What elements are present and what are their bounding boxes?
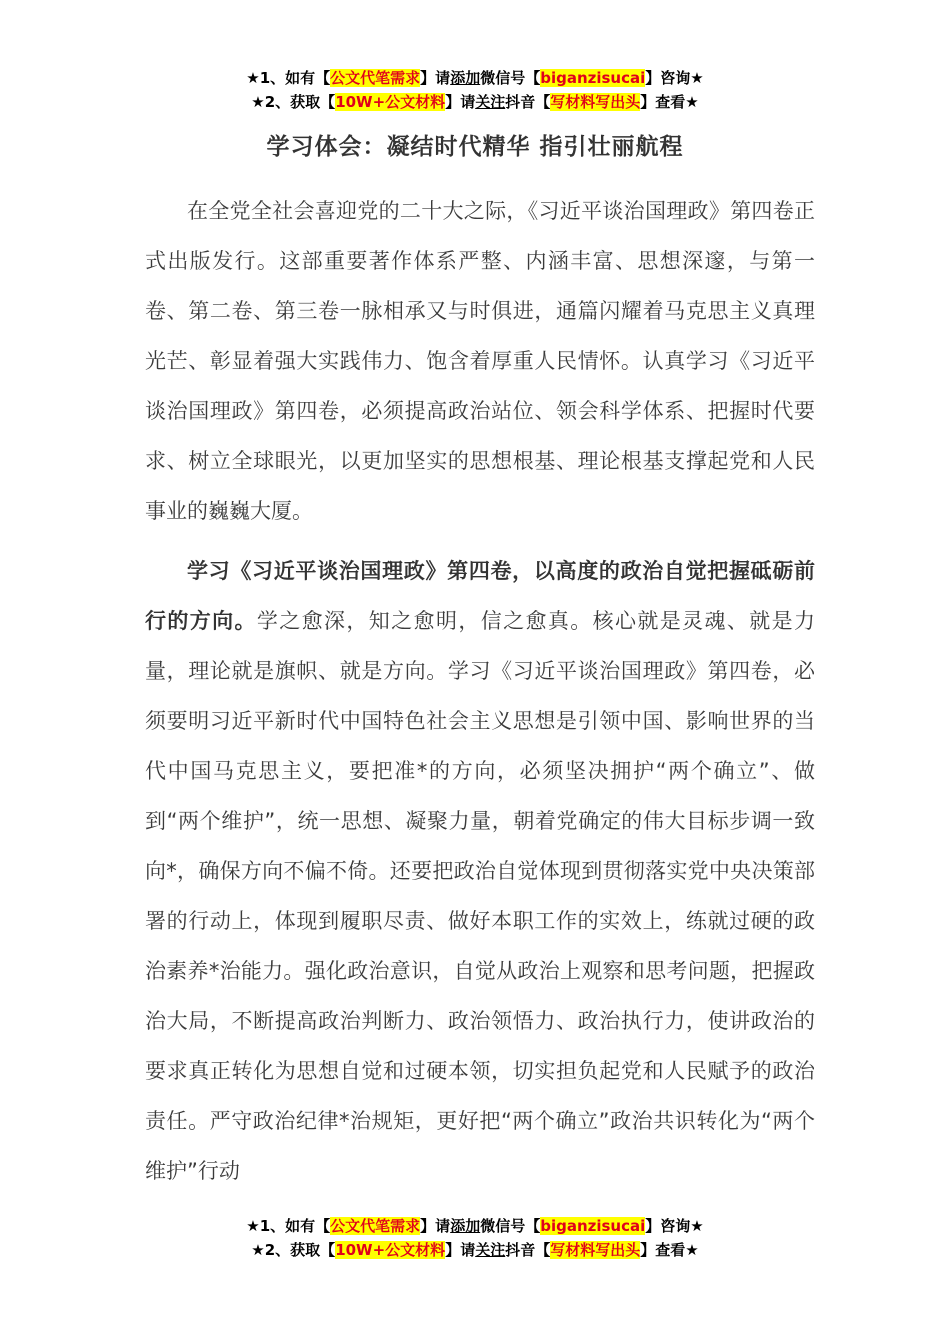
highlight-materials: 10W+公文材料 <box>335 93 446 111</box>
banner-text: 】请 <box>445 93 476 111</box>
banner-text: 】咨询★ <box>645 69 704 87</box>
banner-text: 微信号【 <box>480 69 541 87</box>
banner-text: 】查看★ <box>640 1241 699 1259</box>
highlight-wechat-id: biganzisucai <box>540 1217 646 1235</box>
banner-text: ★2、获取【 <box>251 93 336 111</box>
paragraph-2-lead: 学习《习近平谈治国理政》第四卷，以高度的政治自觉把握砥砺前行的方向。 <box>145 559 815 633</box>
banner-text: 抖音【 <box>505 1241 551 1259</box>
paragraph-2 <box>145 546 815 1196</box>
banner-text: 抖音【 <box>505 93 551 111</box>
paragraph-2-body: 学之愈深，知之愈明，信之愈真。核心就是灵魂、就是力量，理论就是旗帜、就是方向。学习《习近平谈治国理政》第四卷，必须要明习近平新时代中国特色社会主义思想是引领中国、影响世界的当代中国马克思主义，要把准*的方向，必须坚决拥护“两个确立”、做到“两个维护”，统一思想、凝聚力量，朝着党确定的伟大目标步调一致向*，确保方向不偏不倚。还要把政治自觉体现到贯彻落实党中央决策部署的行动上，体现到履职尽责、做好本职工作的实效上，练就过硬的政治素养*治能力。强化政治意识，自觉从政治上观察和思考问题，把握政治大局，不断提高政治判断力、政治领悟力、政治执行力，使讲政治的要求真正转化为思想自觉和过硬本领，切实担负起党和人民赋予的政治责任。严守政治纪律*治规矩，更好把“两个确立”政治共识转化为“两个维护”行动 <box>145 609 816 1183</box>
banner-text: 】请 <box>420 1217 451 1235</box>
document-title: 学习体会：凝结时代精华 指引壮丽航程 <box>266 134 684 160</box>
banner-text: 】请 <box>445 1241 476 1259</box>
banner-text: 】查看★ <box>640 93 699 111</box>
banner-line-1 <box>0 1214 950 1238</box>
highlight-service: 公文代笔需求 <box>330 1217 421 1235</box>
banner-line-1 <box>0 66 950 90</box>
highlight-douyin: 写材料写出头 <box>550 93 641 111</box>
banner-line-2 <box>0 1238 950 1262</box>
highlight-douyin: 写材料写出头 <box>550 1241 641 1259</box>
highlight-wechat-id: biganzisucai <box>540 69 646 87</box>
highlight-service: 公文代笔需求 <box>330 69 421 87</box>
top-banner <box>0 66 950 114</box>
banner-text: ★1、如有【 <box>246 1217 331 1235</box>
banner-text: 】请 <box>420 69 451 87</box>
underlined-follow: 关注 <box>475 93 506 111</box>
banner-text: ★2、获取【 <box>251 1241 336 1259</box>
banner-text: 微信号【 <box>480 1217 541 1235</box>
banner-line-2 <box>0 90 950 114</box>
banner-text: 】咨询★ <box>645 1217 704 1235</box>
underlined-add: 添加 <box>450 1217 481 1235</box>
underlined-follow: 关注 <box>475 1241 506 1259</box>
paragraph-1: 在全党全社会喜迎党的二十大之际，《习近平谈治国理政》第四卷正式出版发行。这部重要著作体系严整、内涵丰富、思想深邃，与第一卷、第二卷、第三卷一脉相承又与时俱进，通篇闪耀着马克思主义真理光芒、彰显着强大实践伟力、饱含着厚重人民情怀。认真学习《习近平谈治国理政》第四卷，必须提高政治站位、领会科学体系、把握时代要求、树立全球眼光，以更加坚实的思想根基、理论根基支撑起党和人民事业的巍巍大厦。 <box>145 199 815 523</box>
highlight-materials: 10W+公文材料 <box>335 1241 446 1259</box>
banner-text: ★1、如有【 <box>246 69 331 87</box>
document-body <box>145 186 815 1196</box>
underlined-add: 添加 <box>450 69 481 87</box>
bottom-banner <box>0 1214 950 1262</box>
